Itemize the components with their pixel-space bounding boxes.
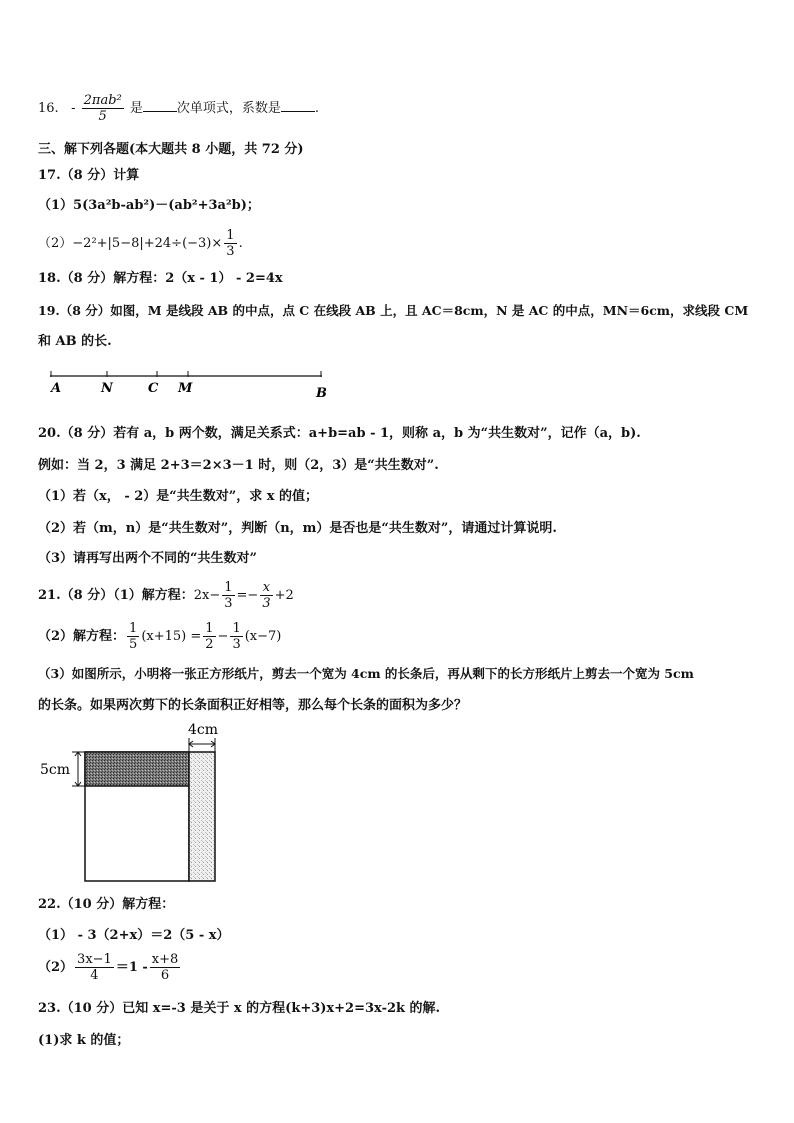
q16-line <box>38 93 319 124</box>
q20-line-4: （2）若（m，n）是“共生数对”，判断（n，m）是否也是“共生数对”，请通过计算说明. <box>38 521 557 536</box>
q16-fraction <box>82 93 124 124</box>
q21-p2-frac-3-num: 1 <box>232 621 241 636</box>
q22-frac-1-num: 3x−1 <box>77 952 112 967</box>
label-5cm: 5cm <box>40 762 71 778</box>
q22-frac-1 <box>75 952 114 983</box>
q17-part-2-fraction <box>224 228 236 259</box>
q17-frac-den: 3 <box>226 244 235 259</box>
q21-p2-expr-c: (x−7) <box>244 629 282 644</box>
q22-mid: ＝1 - <box>115 960 148 975</box>
label-c: C <box>148 381 159 396</box>
q16-number: 16. <box>38 101 59 116</box>
q21-p2-frac-2-num: 1 <box>205 621 214 636</box>
label-n: N <box>101 381 113 396</box>
q17-part-2-expr: −2²+|5−8|+24÷(−3)× <box>72 236 223 251</box>
q18-line: 18.（8 分）解方程：2（x - 1） - 2=4x <box>38 271 283 286</box>
q22-part-2-prefix: （2） <box>38 960 74 975</box>
q16-text-2: 次单项式，系数是 <box>176 101 281 116</box>
q22-frac-2 <box>150 952 181 983</box>
q21-part-3-line-1: （3）如图所示，小明将一张正方形纸片，剪去一个宽为 4cm 的长条后，再从剩下的长方形纸片上剪去一个宽为 5cm <box>38 666 694 681</box>
q21-part-1-prefix: 21.（8 分）（1）解方程： <box>38 588 194 603</box>
q21-frac-1-den: 3 <box>224 596 233 611</box>
q21-expr-c: +2 <box>274 588 294 603</box>
q21-p2-frac-1 <box>127 621 139 652</box>
q23-line-1: 23.（10 分）已知 x=-3 是关于 x 的方程(k+3)x+2=3x-2k 的解. <box>38 1001 441 1016</box>
q16-blank-1[interactable] <box>143 99 177 112</box>
q21-part-1 <box>38 580 294 611</box>
q21-p2-frac-1-den: 5 <box>129 637 138 652</box>
q21-frac-2-den: 3 <box>262 596 271 611</box>
q20-line-3: （1）若（x， - 2）是“共生数对”，求 x 的值； <box>38 489 319 504</box>
q22-part-1: （1） - 3（2+x）＝2（5 - x） <box>38 928 230 943</box>
q22-part-2 <box>38 952 182 984</box>
q22-frac-2-num: x+8 <box>151 952 179 967</box>
q16-blank-2[interactable] <box>281 99 315 112</box>
q22-title: 22.（10 分）解方程： <box>38 897 175 912</box>
q21-part-2-prefix: （2）解方程： <box>38 629 126 644</box>
q17-part-2-end: . <box>238 236 243 251</box>
q17-part-1: （1）5(3a²b-ab²)－(ab²+3a²b)； <box>38 198 260 213</box>
q16-fraction-denominator: 5 <box>98 109 107 124</box>
q21-frac-2-num: x <box>260 580 272 596</box>
q21-p2-frac-2-den: 2 <box>205 637 214 652</box>
q21-part-2 <box>38 621 281 652</box>
label-a: A <box>51 381 62 396</box>
q21-expr-b: =− <box>236 588 259 603</box>
q21-p2-expr-a: (x+15) = <box>141 629 202 644</box>
q16-text-1: 是 <box>129 101 143 116</box>
q21-frac-1-num: 1 <box>224 580 233 595</box>
q22-frac-1-den: 4 <box>90 968 99 983</box>
q21-p2-frac-2 <box>203 621 215 652</box>
q19-segment-figure <box>40 365 340 405</box>
q21-p2-expr-b: − <box>217 629 229 644</box>
strip-5cm <box>85 752 189 786</box>
q17-title: 17.（8 分）计算 <box>38 168 140 183</box>
q21-p2-frac-3 <box>230 621 242 652</box>
q20-line-2: 例如：当 2，3 满足 2+3＝2×3－1 时，则（2，3）是“共生数对”. <box>38 458 439 473</box>
q17-part-2-prefix: （2） <box>38 236 73 251</box>
q19-line-1: 19.（8 分）如图，M 是线段 AB 的中点，点 C 在线段 AB 上，且 AC＝8cm，N 是 AC 的中点，MN＝6cm，求线段 CM <box>38 303 749 318</box>
q21-frac-2 <box>260 580 272 611</box>
q17-frac-num: 1 <box>226 228 235 243</box>
label-4cm: 4cm <box>188 722 219 738</box>
q21-p2-frac-3-den: 3 <box>232 637 241 652</box>
section-3-heading: 三、解下列各题(本大题共 8 小题，共 72 分) <box>38 142 304 157</box>
q16-end: . <box>314 101 320 116</box>
q17-part-2 <box>38 228 243 259</box>
q20-line-1: 20.（8 分）若有 a，b 两个数，满足关系式：a+b=ab - 1，则称 a，b 为“共生数对”，记作（a，b). <box>38 426 641 441</box>
q21-p2-frac-1-num: 1 <box>129 621 138 636</box>
q23-line-2: (1)求 k 的值； <box>38 1033 130 1048</box>
label-m: M <box>178 381 193 396</box>
q21-part-3-line-2: 的长条。如果两次剪下的长条面积正好相等，那么每个长条的面积为多少？ <box>38 698 468 713</box>
q21-frac-1 <box>222 580 234 611</box>
q21-square-figure <box>38 718 228 888</box>
q22-frac-2-den: 6 <box>160 968 170 983</box>
q20-line-5: （3）请再写出两个不同的“共生数对” <box>38 551 258 566</box>
q16-minus: - <box>71 101 76 116</box>
q19-line-2: 和 AB 的长. <box>38 334 112 349</box>
strip-4cm <box>189 752 215 881</box>
label-b: B <box>316 386 327 401</box>
q21-expr-a: 2x− <box>193 588 221 603</box>
q16-fraction-numerator: 2πab² <box>83 93 122 108</box>
